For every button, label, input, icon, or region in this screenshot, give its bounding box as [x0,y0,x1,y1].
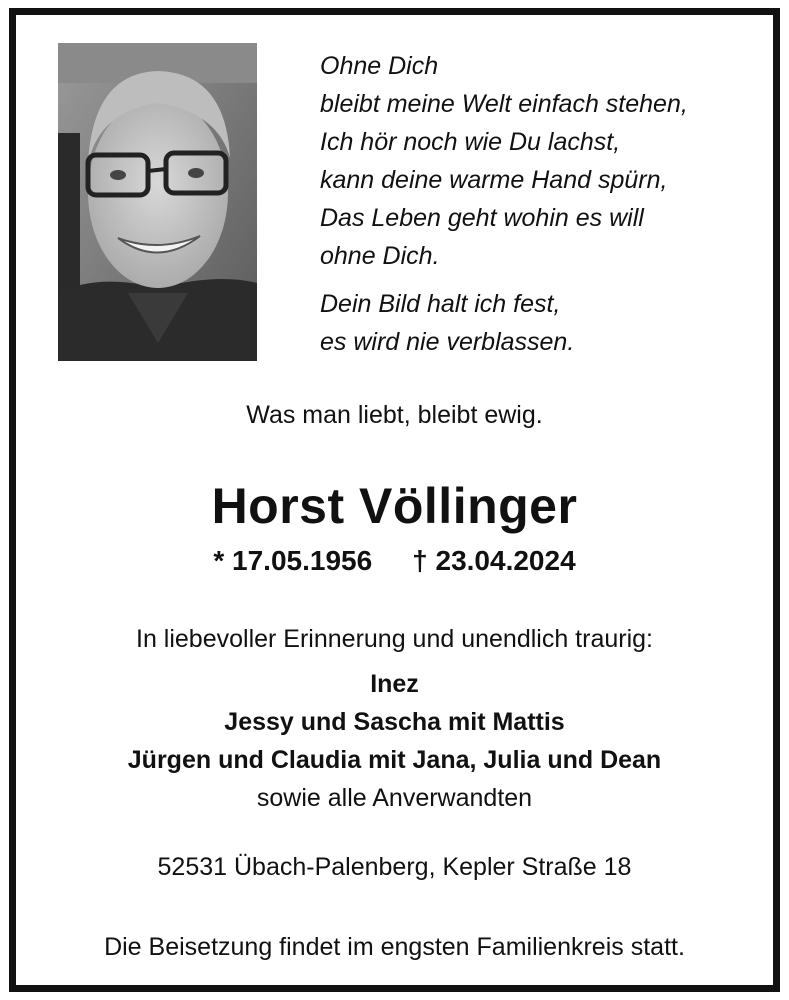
mourning-intro: In liebevoller Erinnerung und unendlich traurig: [136,625,653,653]
life-dates [16,545,773,577]
mourner-name: Jessy und Sascha mit Mattis [224,708,565,736]
burial-notice: Die Beisetzung findet im engsten Familienkreis statt. [104,933,685,961]
death-date: † 23.04.2024 [412,545,576,576]
portrait-image [58,43,257,361]
birth-date: * 17.05.1956 [213,545,373,576]
relatives-note: sowie alle Anverwandten [256,784,533,812]
motto: Was man liebt, bleibt ewig. [246,401,543,429]
poem-line: Dein Bild halt ich fest, [320,290,561,318]
poem-line: kann deine warme Hand spürn, [320,166,668,194]
poem-line: Ohne Dich [320,52,439,80]
poem-line: bleibt meine Welt einfach stehen, [320,90,688,118]
obituary-frame [9,8,780,992]
mourners-list [16,665,773,817]
poem-line: es wird nie verblassen. [320,328,575,356]
mourner-name: Inez [370,670,419,698]
portrait-photo [58,43,257,361]
poem [320,47,770,371]
poem-stanza-1 [320,47,770,275]
mourner-name: Jürgen und Claudia mit Jana, Julia und Dean [127,746,662,774]
poem-stanza-2 [320,285,770,361]
address: 52531 Übach-Palenberg, Kepler Straße 18 [157,853,632,881]
deceased-name: Horst Völlinger [211,478,578,534]
poem-line: Ich hör noch wie Du lachst, [320,128,621,156]
poem-line: ohne Dich. [320,242,440,270]
poem-line: Das Leben geht wohin es will [320,204,644,232]
